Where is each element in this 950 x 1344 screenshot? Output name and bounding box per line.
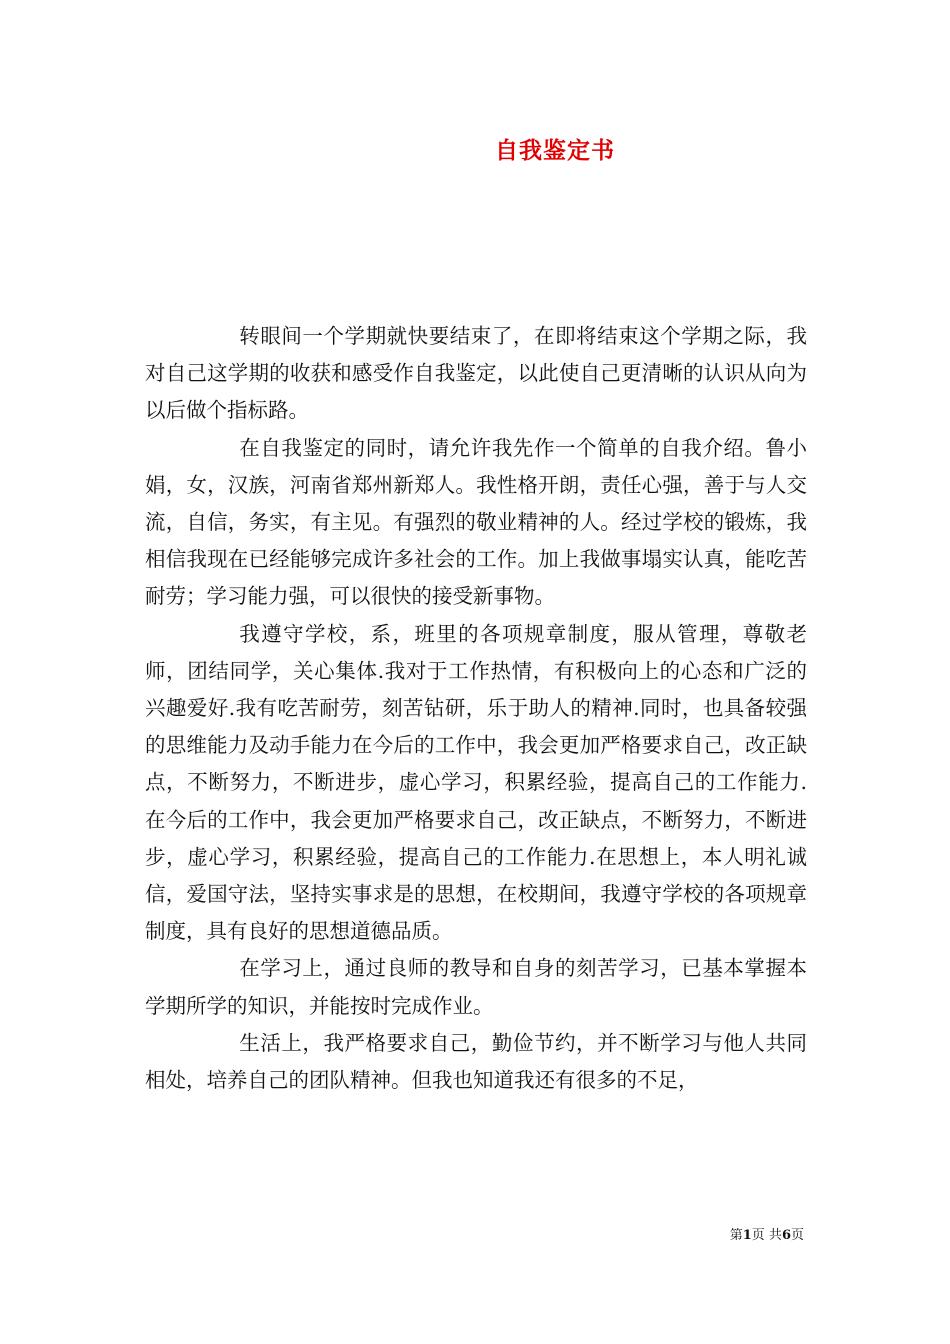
paragraph-study: 在学习上，通过良师的教导和自身的刻苦学习，已基本掌握本学期所学的知识，并能按时完成作业。 — [145, 956, 807, 1018]
footer-total-pages: 6 — [781, 1228, 791, 1243]
document-body — [145, 318, 807, 1099]
footer-current-page: 1 — [742, 1228, 752, 1243]
paragraph-life: 生活上，我严格要求自己，勤俭节约，并不断学习与他人共同相处，培养自己的团队精神。但我也知道我还有很多的不足， — [145, 1030, 807, 1093]
paragraph-intro: 转眼间一个学期就快要结束了，在即将结束这个学期之际，我对自己这学期的收获和感受作自我鉴定，以此使自己更清晰的认识从向为以后做个指标路。 — [145, 324, 807, 423]
paragraph-self-introduction: 在自我鉴定的同时，请允许我先作一个简单的自我介绍。鲁小娟，女，汉族，河南省郑州新郑人。我性格开朗，责任心强，善于与人交流，自信，务实，有主见。有强烈的敬业精神的人。经过学校的锻炼，我相信我现在已经能够完成许多社会的工作。加上我做事塌实认真，能吃苦耐劳；学习能力强，可以很快的接受新事物。 — [145, 435, 807, 609]
footer-suffix: 页 — [790, 1228, 804, 1243]
page-number-footer — [730, 1224, 804, 1243]
document-title: 自我鉴定书 — [495, 137, 615, 164]
paragraph-conduct: 我遵守学校，系，班里的各项规章制度，服从管理，尊敬老师，团结同学，关心集体.我对于工作热情，有积极向上的心态和广泛的兴趣爱好.我有吃苦耐劳，刻苦钻研，乐于助人的精神.同时，也具备较强的思维能力及动手能力在今后的工作中，我会更加严格要求自己，改正缺点，不断努力，不断进步，虚心学习，积累经验，提高自己的工作能力.在今后的工作中，我会更加严格要求自己，改正缺点，不断努力，不断进步，虚心学习，积累经验，提高自己的工作能力.在思想上，本人明礼诚信，爱国守法，坚持实事求是的思想，在校期间，我遵守学校的各项规章制度，具有良好的思想道德品质。 — [145, 621, 807, 944]
footer-middle: 页 共 — [751, 1228, 782, 1243]
footer-prefix: 第 — [729, 1228, 743, 1243]
